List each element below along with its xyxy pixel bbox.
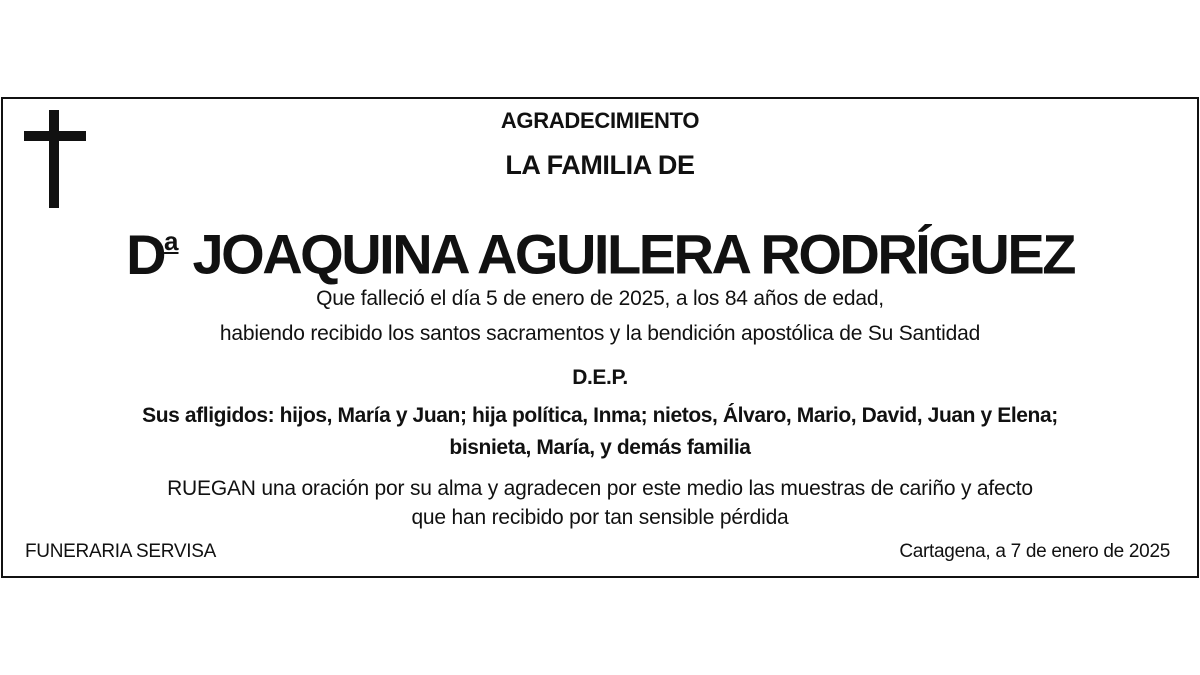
death-details-line: Que falleció el día 5 de enero de 2025, a los 84 años de edad, [316,287,884,310]
dep-label: D.E.P. [572,366,628,389]
closing-line-2: que han recibido por tan sensible pérdida [411,506,789,529]
notice-header: AGRADECIMIENTO [500,108,700,133]
sacraments-line: habiendo recibido los santos sacramentos y la bendición apostólica de Su Santidad [219,322,981,345]
closing-line-1: RUEGAN una oración por su alma y agradecen por este medio las muestras de cariño y afecto [167,477,1033,500]
notice-subheader: LA FAMILIA DE [505,150,695,180]
family-line-1: Sus afligidos: hijos, María y Juan; hija política, Inma; nietos, Álvaro, Mario, David, Juan y Elena; [142,404,1058,427]
family-line-2: bisnieta, María, y demás familia [449,436,751,459]
place-date: Cartagena, a 7 de enero de 2025 [899,541,1170,562]
name-title: $D^a$ [126,222,179,286]
deceased-name-line [0,212,1200,288]
deceased-name: JOAQUINA AGUILERA RODRÍGUEZ [192,222,1074,286]
funeral-home-name: FUNERARIA SERVISA [25,541,216,562]
